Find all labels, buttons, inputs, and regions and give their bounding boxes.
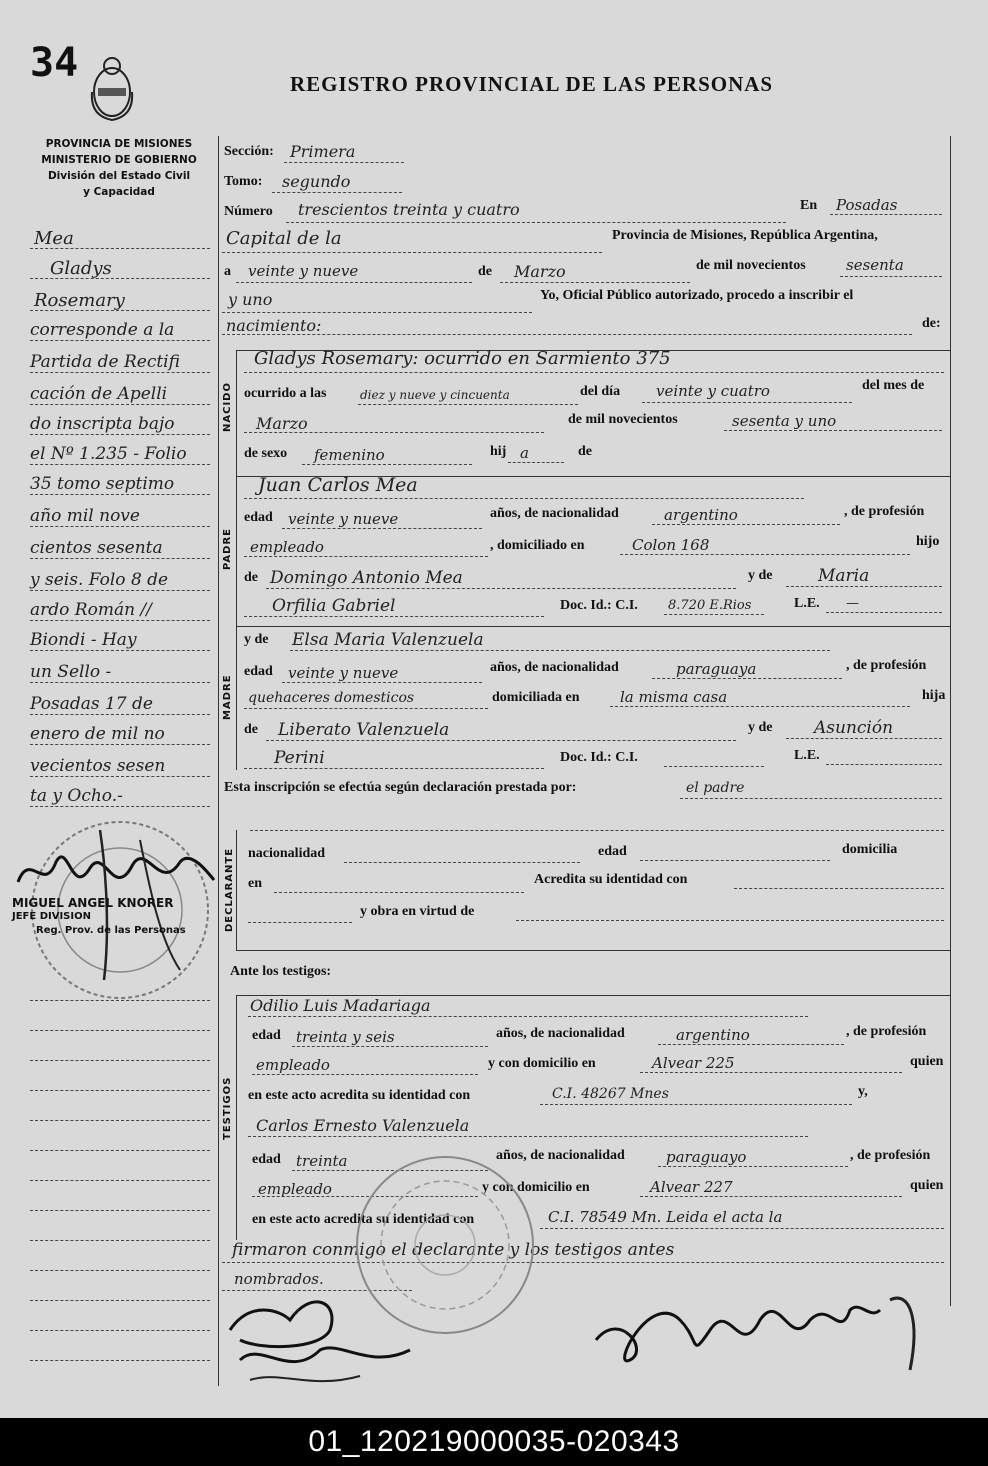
madre-profesion: quehaceres domesticos [248, 690, 415, 706]
main-frame-right [950, 136, 951, 1306]
numero-value: trescientos treinta y cuatro [298, 200, 520, 219]
scan-footer [0, 1418, 988, 1466]
declarante-intro: Esta inscripción se efectúa según declaración prestada por: [224, 780, 577, 795]
a-label: a [224, 264, 231, 279]
en-value: Posadas [836, 196, 898, 214]
del-mes-label: del mes de [862, 378, 925, 393]
testigo2-edad: treinta [296, 1152, 348, 1170]
margin-note-line: año mil nove [30, 506, 140, 526]
margin-note-line: ardo Román // [30, 600, 152, 620]
section-divider [236, 995, 237, 1240]
section-divider [236, 350, 237, 770]
nacido-nombre: Gladys Rosemary: ocurrido en Sarmiento 375 [254, 348, 671, 369]
madre-nacionalidad: paraguaya [676, 660, 757, 678]
hijo-label: hijo [916, 534, 940, 549]
de-label: de [478, 264, 492, 279]
margin-note-line: 35 tomo septimo [30, 474, 175, 494]
edad-label-t2: edad [252, 1152, 281, 1167]
closing-line-1: firmaron conmigo el declarante y los testigos antes [232, 1240, 675, 1260]
authority-line: y Capacidad [83, 186, 155, 198]
nac-label-t2: años, de nacionalidad [496, 1148, 625, 1163]
margin-note-line: Rosemary [34, 290, 125, 311]
stamp-line: Reg. Prov. de las Personas [36, 925, 186, 936]
acredita-label-declarante: Acredita su identidad con [534, 872, 688, 887]
nacido-hora: diez y nueve y cincuenta [360, 388, 510, 402]
nacido-hij: a [520, 444, 529, 462]
padre-profesion: empleado [250, 538, 324, 556]
nacido-mes: Marzo [256, 414, 308, 433]
madre-padre: Liberato Valenzuela [278, 720, 450, 740]
margin-note-line: y seis. Folo 8 de [30, 570, 169, 590]
testigo1-profesion: empleado [256, 1056, 330, 1074]
dom-label-madre: domiciliada en [492, 690, 580, 705]
madre-nombre: Elsa Maria Valenzuela [292, 630, 484, 650]
margin-note-line: cientos sesenta [30, 538, 163, 558]
hija-label: hija [922, 688, 946, 703]
prof-label-t2: , de profesión [850, 1148, 931, 1163]
margin-note-line: do inscripta bajo [30, 414, 175, 434]
le-label-madre: L.E. [794, 748, 820, 763]
margin-note-line: Gladys [50, 258, 112, 279]
padre-domicilio: Colon 168 [632, 536, 710, 554]
madre-domicilio: la misma casa [620, 688, 728, 706]
margin-note-line: enero de mil no [30, 724, 165, 744]
madre-madre-2: Perini [274, 748, 325, 768]
testigos-intro: Ante los testigos: [230, 964, 332, 979]
section-label-nacido: NACIDO [222, 382, 233, 432]
section-label-testigos: TESTIGOS [222, 1076, 233, 1140]
dom-label-declarante: domicilia [842, 842, 898, 857]
testigo1-nacionalidad: argentino [676, 1026, 750, 1044]
quien-label-t1: quien [910, 1054, 944, 1069]
margin-note-line: el Nº 1.235 - Folio [30, 444, 187, 464]
padre-nombre: Juan Carlos Mea [258, 474, 418, 496]
y-de-label-madre: y de [748, 720, 773, 735]
testigo1-doc: C.I. 48267 Mnes [552, 1086, 669, 1102]
edad-label-padre: edad [244, 510, 273, 525]
provincia-label: Provincia de Misiones, República Argentina, [612, 228, 878, 243]
tomo-label: Tomo: [224, 174, 263, 189]
dom-label-padre: , domiciliado en [490, 538, 585, 553]
hij-label: hij [490, 444, 507, 459]
madre-madre: Asunción [814, 718, 894, 738]
nac-label-padre: años, de nacionalidad [490, 506, 619, 521]
anio-value: sesenta [846, 256, 904, 274]
section-divider [236, 830, 237, 950]
authority-line: División del Estado Civil [47, 170, 191, 182]
capital-value: Capital de la [226, 228, 342, 249]
margin-note-line: Posadas 17 de [30, 694, 153, 714]
nac-label-madre: años, de nacionalidad [490, 660, 619, 675]
section-label-madre: MADRE [222, 674, 233, 720]
y-de-label-padre: y de [748, 568, 773, 583]
section-label-padre: PADRE [222, 528, 233, 570]
le-label-padre: L.E. [794, 596, 820, 611]
de2-label: de: [922, 316, 941, 331]
margin-note-line: Biondi - Hay [30, 630, 137, 650]
page-number: 34 [30, 40, 79, 86]
nac-label-t1: años, de nacionalidad [496, 1026, 625, 1041]
del-dia-label: del día [580, 384, 621, 399]
padre-madre: Maria [818, 566, 870, 586]
padre-padre: Domingo Antonio Mea [270, 568, 463, 588]
edad-label-madre: edad [244, 664, 273, 679]
testigo2-nombre: Carlos Ernesto Valenzuela [256, 1116, 470, 1135]
testigo1-nombre: Odilio Luis Madariaga [250, 996, 431, 1015]
seccion-value: Primera [290, 142, 356, 161]
sexo-label: de sexo [244, 446, 288, 461]
page-title: REGISTRO PROVINCIAL DE LAS PERSONAS [290, 72, 774, 96]
seccion-label: Sección: [224, 144, 274, 159]
tomo-value: segundo [282, 172, 351, 191]
dom-label-t1: y con domicilio en [488, 1056, 596, 1071]
margin-note-line: un Sello - [30, 662, 112, 682]
de-label-madre: de [244, 722, 258, 737]
testigo1-edad: treinta y seis [296, 1028, 395, 1046]
witness-signatures [220, 1290, 420, 1390]
madre-edad: veinte y nueve [288, 664, 399, 682]
ocurrido-label: ocurrido a las [244, 386, 327, 401]
official-signature [590, 1280, 930, 1390]
testigo2-doc: C.I. 78549 Mn. Leida el acta la [548, 1208, 783, 1226]
authority-block [20, 136, 218, 200]
doc-label-padre: Doc. Id.: C.I. [560, 598, 638, 613]
authority-line: MINISTERIO DE GOBIERNO [41, 154, 197, 166]
numero-label: Número [224, 204, 273, 219]
scan-id: 01_120219000035-020343 [308, 1425, 680, 1458]
de-label-padre: de [244, 570, 258, 585]
stamp-line: MIGUEL ANGEL KNORER [12, 896, 174, 910]
en-label: En [800, 198, 818, 213]
stamp-line: JEFE DIVISION [12, 911, 91, 922]
testigo1-domicilio: Alvear 225 [652, 1054, 735, 1072]
dom-label-t2: y con domicilio en [482, 1180, 590, 1195]
margin-note-line: vecientos sesen [30, 756, 166, 776]
nac-label-declarante: nacionalidad [248, 846, 326, 861]
prof-label-t1: , de profesión [846, 1024, 927, 1039]
doc-label-madre: Doc. Id.: C.I. [560, 750, 638, 765]
de-label-nacido: de [578, 444, 592, 459]
authority-line: PROVINCIA DE MISIONES [45, 138, 193, 150]
y-label-t1: y, [858, 1084, 868, 1099]
obra-label: y obra en virtud de [360, 904, 475, 919]
section-label-declarante: DECLARANTE [224, 847, 235, 932]
y-de-label-madre: y de [244, 632, 269, 647]
padre-nacionalidad: argentino [664, 506, 738, 524]
margin-note-line: Partida de Rectifi [30, 352, 180, 372]
mil-label: de mil novecientos [696, 258, 806, 273]
margin-note-line: ta y Ocho.- [30, 786, 123, 806]
edad-label-declarante: edad [598, 844, 627, 859]
margin-note-line: Mea [34, 228, 74, 249]
prof-label-padre: , de profesión [844, 504, 925, 519]
coat-of-arms-icon [86, 52, 138, 124]
nacido-anio: sesenta y uno [732, 412, 837, 430]
main-frame-left [218, 136, 219, 1386]
acto-value: nacimiento: [226, 316, 322, 335]
closing-line-2: nombrados. [234, 1270, 324, 1288]
margin-note-line: corresponde a la [30, 320, 175, 340]
testigo2-nacionalidad: paraguayo [666, 1148, 747, 1166]
mes-value: Marzo [514, 262, 566, 281]
padre-le: — [846, 596, 859, 611]
nacido-dia: veinte y cuatro [656, 382, 770, 400]
nacido-sexo: femenino [314, 446, 385, 464]
acredita-label-t1: en este acto acredita su identidad con [248, 1088, 471, 1103]
en-label-declarante: en [248, 876, 262, 891]
anio2-value: y uno [228, 290, 273, 309]
oficial-label: Yo, Oficial Público autorizado, procedo a inscribir el [540, 288, 854, 303]
mil-label-2: de mil novecientos [568, 412, 678, 427]
quien-label-t2: quien [910, 1178, 944, 1193]
edad-label-t1: edad [252, 1028, 281, 1043]
margin-note-line: cación de Apelli [30, 384, 168, 404]
acredita-label-t2: en este acto acredita su identidad con [252, 1212, 475, 1227]
padre-edad: veinte y nueve [288, 510, 399, 528]
dia-value: veinte y nueve [248, 262, 359, 280]
padre-madre-2: Orfilia Gabriel [272, 596, 396, 616]
prof-label-madre: , de profesión [846, 658, 927, 673]
padre-doc: 8.720 E.Rios [668, 598, 752, 613]
declarante-por: el padre [686, 780, 745, 796]
testigo2-profesion: empleado [258, 1180, 332, 1198]
testigo2-domicilio: Alvear 227 [650, 1178, 733, 1196]
stamp-text [12, 896, 186, 938]
